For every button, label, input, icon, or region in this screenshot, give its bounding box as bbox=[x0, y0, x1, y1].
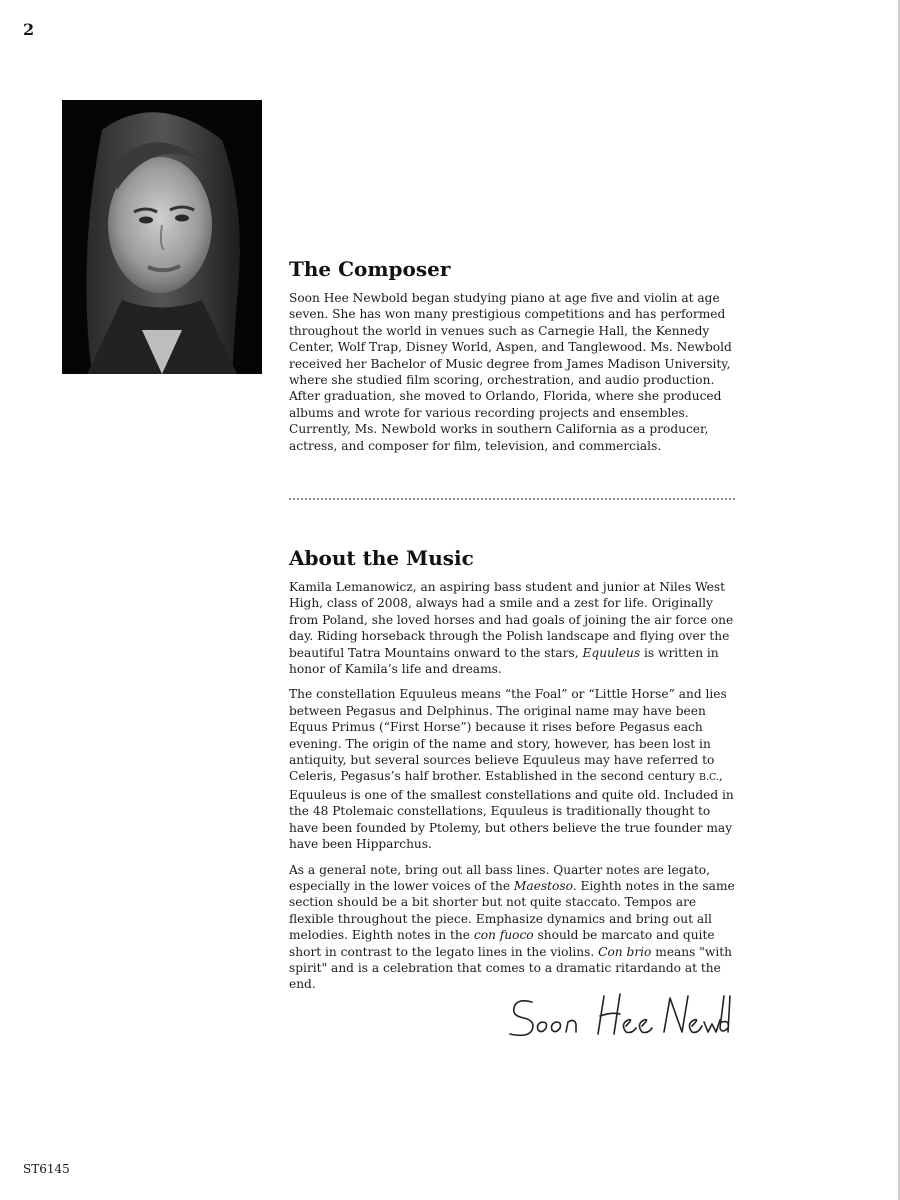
about-section bbox=[289, 547, 739, 1002]
publication-code: ST6145 bbox=[23, 1162, 70, 1176]
about-p1-title: Equuleus bbox=[582, 645, 641, 660]
about-p3-text-2: Eighth notes in the same section should be a bit shorter but not quite staccato. Tempos are flexible throughout the piece. Emphasize dynamics and bring out all melodies. Eighth notes in the bbox=[289, 878, 735, 943]
about-p3-term-con-fuoco: con fuoco bbox=[473, 928, 534, 943]
about-p3-text-4: means "with spirit" and is a celebration that comes to a dramatic ritardando at the end. bbox=[289, 944, 732, 992]
about-p1-text: Kamila Lemanowicz, an aspiring bass student and junior at Niles West High, class of 2008, always had a smile and a zest for life. Originally from Poland, she loved horses and had goals of joining the air force one day. Riding horseback through the Polish landscape and flying over the beautiful Tatra Mountains onward to the stars, bbox=[289, 580, 734, 660]
about-heading: About the Music bbox=[289, 546, 474, 570]
about-p2-era: B.C. bbox=[698, 772, 719, 784]
composer-heading: The Composer bbox=[289, 257, 451, 281]
about-paragraph-3 bbox=[289, 862, 739, 993]
about-paragraph-1 bbox=[289, 579, 739, 677]
about-p2-text: The constellation Equuleus means “the Foal” or “Little Horse” and lies between Pegasus and Delphinus. The original name may have been Equus Primus (“First Horse”) because it rises before Pegasus each evening. The origin of the name and story, however, has been lost in antiquity, but several sources believe Equuleus may have referred to Celeris, Pegasus’s half brother. Established in the second century bbox=[289, 687, 727, 784]
composer-section bbox=[289, 258, 739, 463]
about-p2-text-end: , Equuleus is one of the smallest constellations and quite old. Included in the 48 Ptolemaic constellations, Equuleus is traditionally thought to have been founded by Ptolemy, but others believe the true founder may have been Hipparchus. bbox=[289, 769, 734, 852]
composer-signature bbox=[502, 988, 734, 1046]
about-p3-text-3: should be marcato and quite short in contrast to the legato lines in the violins. bbox=[289, 928, 715, 959]
about-p1-text-end: is written in honor of Kamila’s life and dreams. bbox=[289, 645, 719, 677]
page-number: 2 bbox=[23, 20, 35, 39]
about-p3-term-maestoso: Maestoso. bbox=[513, 878, 577, 893]
composer-paragraph: Soon Hee Newbold began studying piano at age five and violin at age seven. She has won many prestigious competitions and has performed throughout the world in venues such as Carnegie Hall, the Kennedy Center, Wolf Trap, Disney World, Aspen, and Tanglewood. Ms. Newbold received her Bachelor of Music degree from James Madison University, where she studied film scoring, orchestration, and audio production. After graduation, she moved to Orlando, Florida, where she produced albums and wrote for various recording projects and ensembles. Currently, Ms. Newbold works in southern California as a producer, actress, and composer for film, television, and commercials. bbox=[289, 291, 732, 453]
about-paragraph-2 bbox=[289, 686, 739, 852]
composer-photo bbox=[62, 100, 262, 374]
dotted-divider bbox=[289, 498, 735, 500]
about-p3-term-con-brio: Con brio bbox=[598, 944, 652, 959]
about-p3-text: As a general note, bring out all bass lines. Quarter notes are legato, especially in the lower voices of the bbox=[289, 862, 710, 893]
